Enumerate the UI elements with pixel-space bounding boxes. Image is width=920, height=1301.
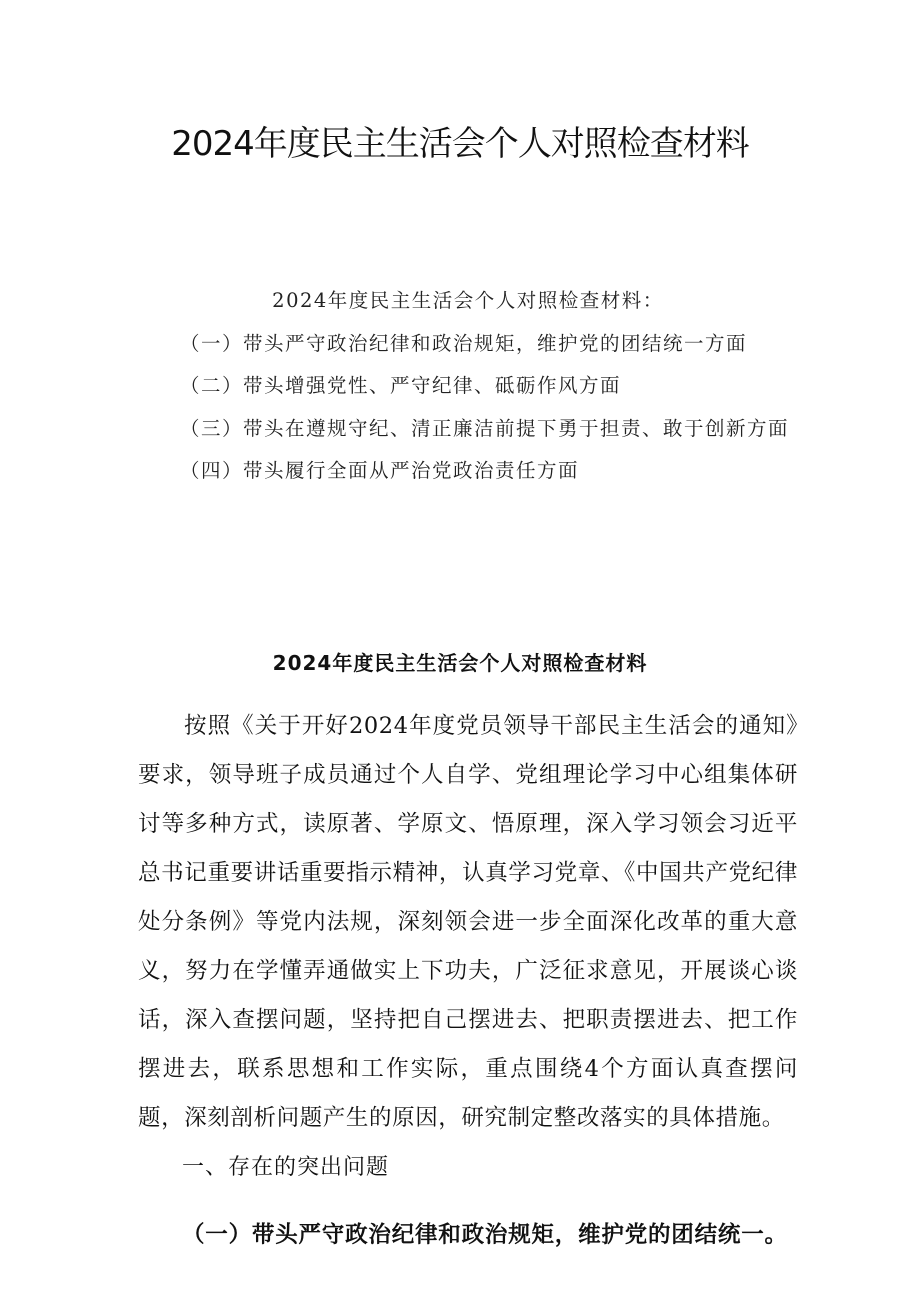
section-title: 2024年度民主生活会个人对照检查材料 — [272, 651, 648, 675]
toc-item-3: （三）带头在遵规守纪、清正廉洁前提下勇于担责、敢于创新方面 — [180, 416, 790, 440]
table-of-contents — [138, 280, 798, 493]
intro-paragraph: 按照《关于开好2024年度党员领导干部民主生活会的通知》要求，领导班子成员通过个人自学、党组理论学习中心组集体研讨等多种方式，读原著、学原文、悟原理，深入学习领会习近平总书记重要讲话重要指示精神，认真学习党章、《中国共产党纪律处分条例》等党内法规，深刻领会进一步全面深化改革的重大意义，努力在学懂弄通做实上下功夫，广泛征求意见，开展谈心谈话，深入查摆问题，坚持把自己摆进去、把职责摆进去、把工作摆进去，联系思想和工作实际，重点围绕4个方面认真查摆问题，深刻剖析问题产生的原因，研究制定整改落实的具体措施。 — [138, 713, 798, 1131]
heading-level-1: 一、存在的突出问题 — [182, 1155, 390, 1180]
toc-item-1: （一）带头严守政治纪律和政治规矩，维护党的团结统一方面 — [180, 331, 748, 355]
document-title: 2024年度民主生活会个人对照检查材料 — [171, 124, 749, 164]
toc-heading: 2024年度民主生活会个人对照检查材料： — [272, 289, 664, 312]
toc-item-4: （四）带头履行全面从严治党政治责任方面 — [180, 459, 580, 482]
toc-item-2: （二）带头增强党性、严守纪律、砥砺作风方面 — [180, 374, 622, 397]
heading-level-2: （一）带头严守政治纪律和政治规矩，维护党的团结统一。 — [182, 1222, 788, 1248]
